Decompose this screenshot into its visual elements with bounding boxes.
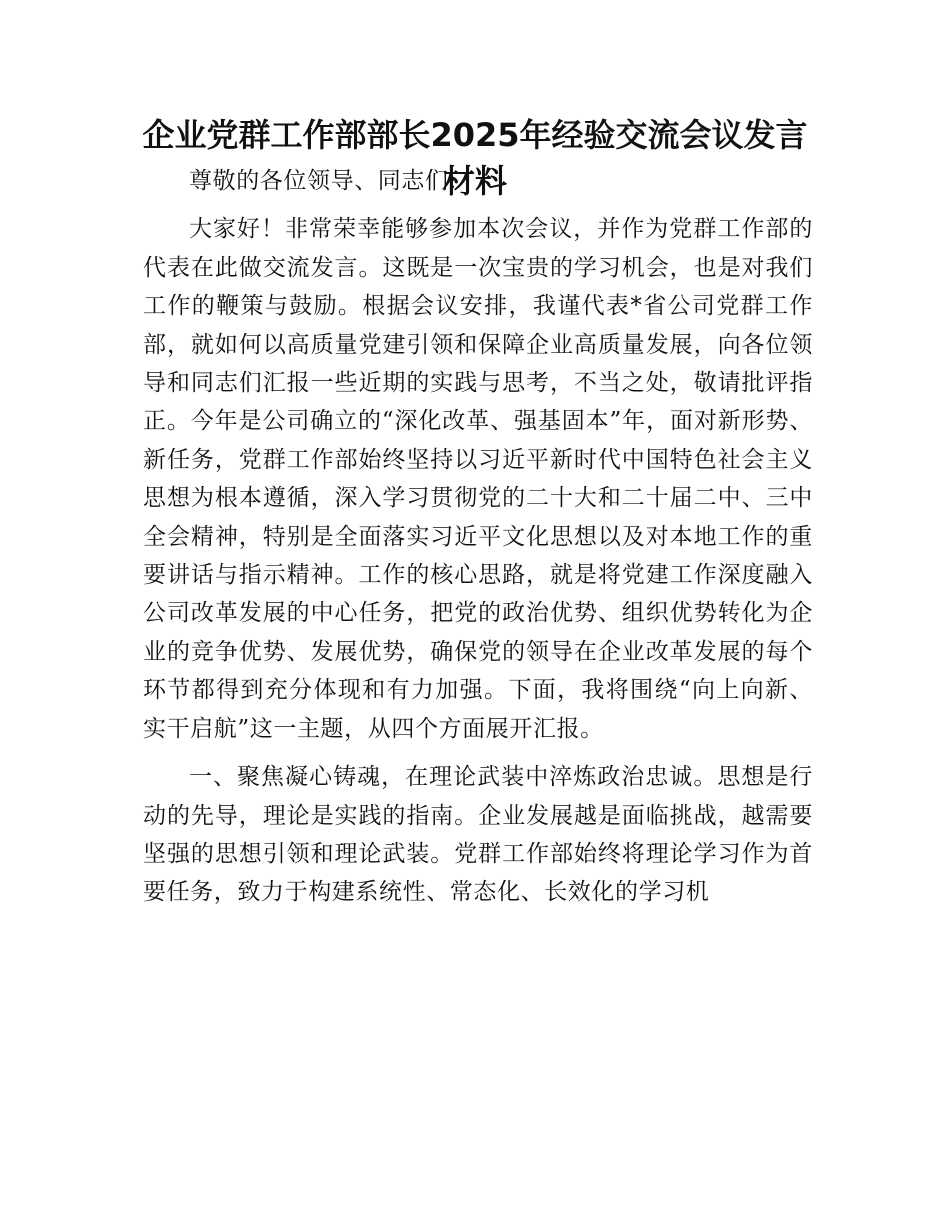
salutation-paragraph: 尊敬的各位领导、同志们:: [189, 168, 457, 194]
document-body: [143, 162, 813, 912]
opening-paragraph: 大家好！非常荣幸能够参加本次会议，并作为党群工作部的代表在此做交流发言。这既是一次宝贵的学习机会，也是对我们工作的鞭策与鼓励。根据会议安排，我谨代表*省公司党群工作部，就如何以高质量党建引领和保障企业高质量发展，向各位领导和同志们汇报一些近期的实践与思考，不当之处，敬请批评指正。今年是公司确立的“深化改革、强基固本”年，面对新形势、新任务，党群工作部始终坚持以习近平新时代中国特色社会主义思想为根本遵循，深入学习贯彻党的二十大和二十届二中、三中全会精神，特别是全面落实习近平文化思想以及对本地工作的重要讲话与指示精神。工作的核心思路，就是将党建工作深度融入公司改革发展的中心任务，把党的政治优势、组织优势转化为企业的竞争优势、发展优势，确保党的领导在企业改革发展的每个环节都得到充分体现和有力加强。下面，我将围绕“向上向新、实干启航”这一主题，从四个方面展开汇报。: [143, 216, 813, 742]
section-one-paragraph: 一、聚焦凝心铸魂，在理论武装中淬炼政治忠诚。思想是行动的先导，理论是实践的指南。企业发展越是面临挑战，越需要坚强的思想引领和理论武装。党群工作部始终将理论学习作为首要任务，致力于构建系统性、常态化、长效化的学习机: [143, 764, 813, 906]
document-title: 企业党群工作部部长2025年经验交流会议发言材料: [142, 116, 808, 200]
